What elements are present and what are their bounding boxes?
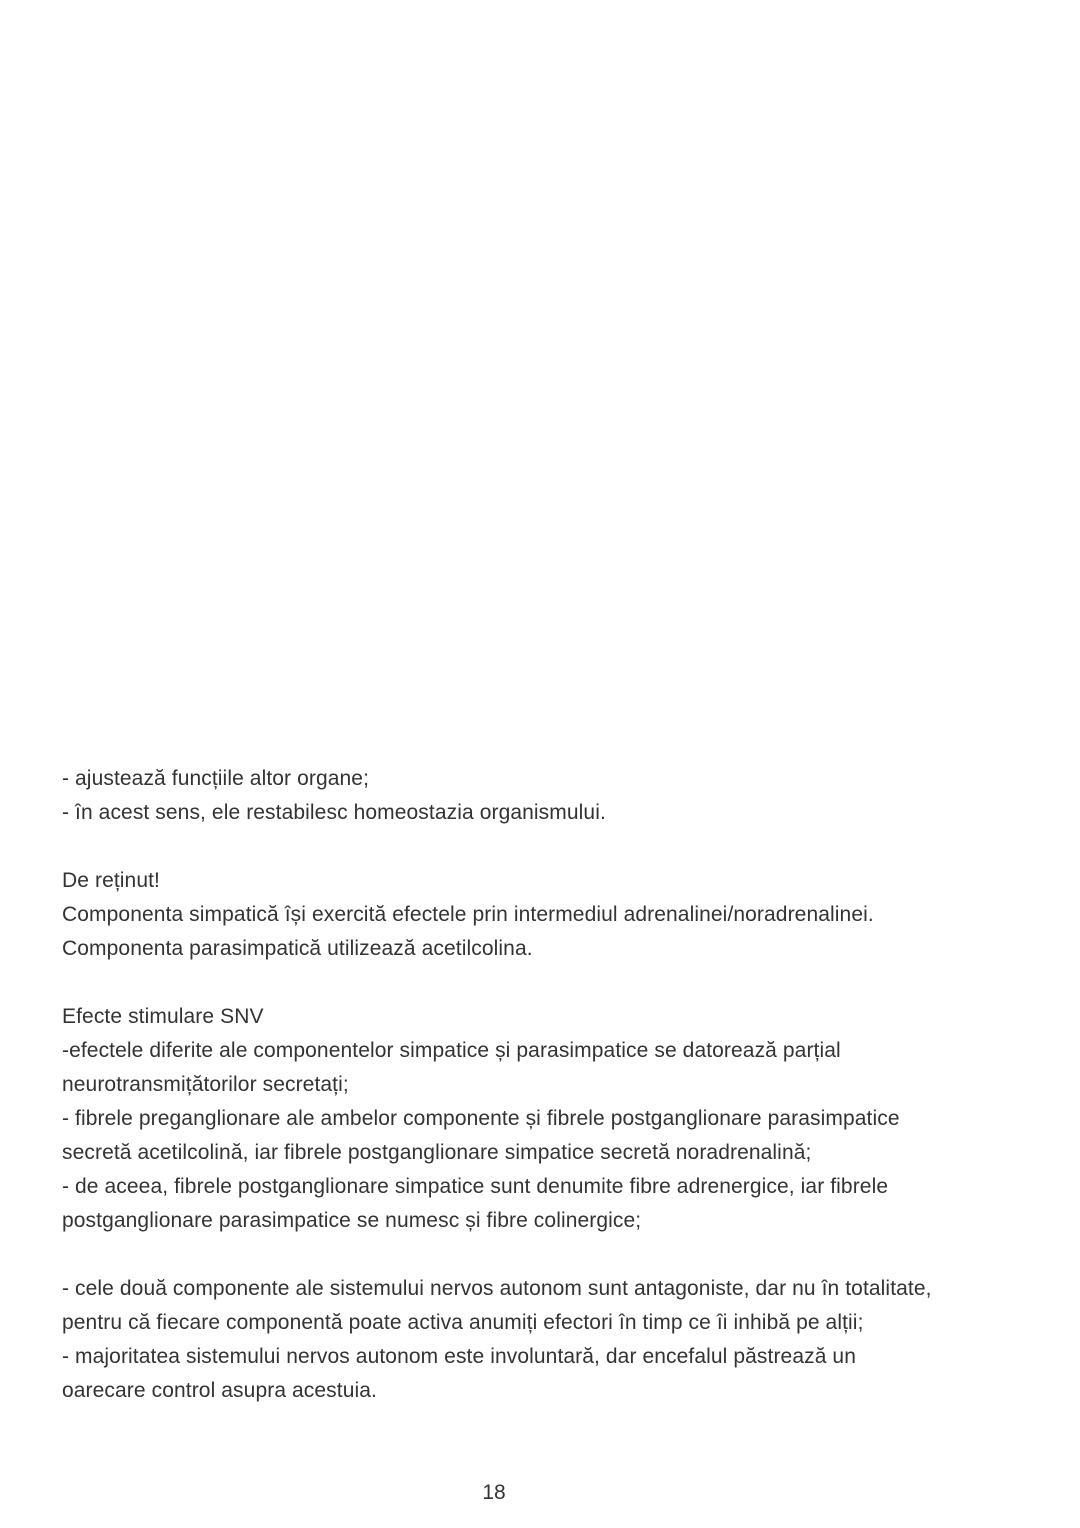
page-content <box>62 762 1022 1408</box>
text-line: - majoritatea sistemului nervos autonom este involuntară, dar encefalul păstrează un <box>62 1345 856 1368</box>
text-line: postganglionare parasimpatice se numesc și fibre colinergice; <box>62 1209 642 1232</box>
text-line: - de aceea, fibrele postganglionare simpatice sunt denumite fibre adrenergice, iar fibrele <box>62 1175 889 1198</box>
text-line: - fibrele preganglionare ale ambelor componente și fibrele postganglionare parasimpatice <box>62 1107 900 1130</box>
text-line: pentru că fiecare componentă poate activa anumiți efectori în timp ce îi inhibă pe alții; <box>62 1311 864 1334</box>
text-line: -efectele diferite ale componentelor simpatice și parasimpatice se datorează parțial <box>62 1039 841 1062</box>
text-line: oarecare control asupra acestuia. <box>62 1379 377 1402</box>
text-line: neurotransmițătorilor secretați; <box>62 1073 349 1096</box>
paragraph-spacer <box>62 966 1022 1000</box>
text-line: Componenta simpatică își exercită efectele prin intermediul adrenalinei/noradrenalinei. <box>62 903 874 926</box>
text-line: Componenta parasimpatică utilizează acetilcolina. <box>62 937 533 960</box>
text-line: - în acest sens, ele restabilesc homeostazia organismului. <box>62 801 606 824</box>
paragraph-spacer <box>62 830 1022 864</box>
text-line: - ajustează funcțiile altor organe; <box>62 767 370 790</box>
text-line: - cele două componente ale sistemului nervos autonom sunt antagoniste, dar nu în totalitate, <box>62 1277 932 1300</box>
page-number: 18 <box>482 1481 506 1504</box>
section-heading-efecte-stimulare: Efecte stimulare SNV <box>62 1005 264 1028</box>
text-line: secretă acetilcolină, iar fibrele postganglionare simpatice secretă noradrenalină; <box>62 1141 812 1164</box>
paragraph-spacer <box>62 1238 1022 1272</box>
section-heading-de-retinut: De reținut! <box>62 869 160 892</box>
